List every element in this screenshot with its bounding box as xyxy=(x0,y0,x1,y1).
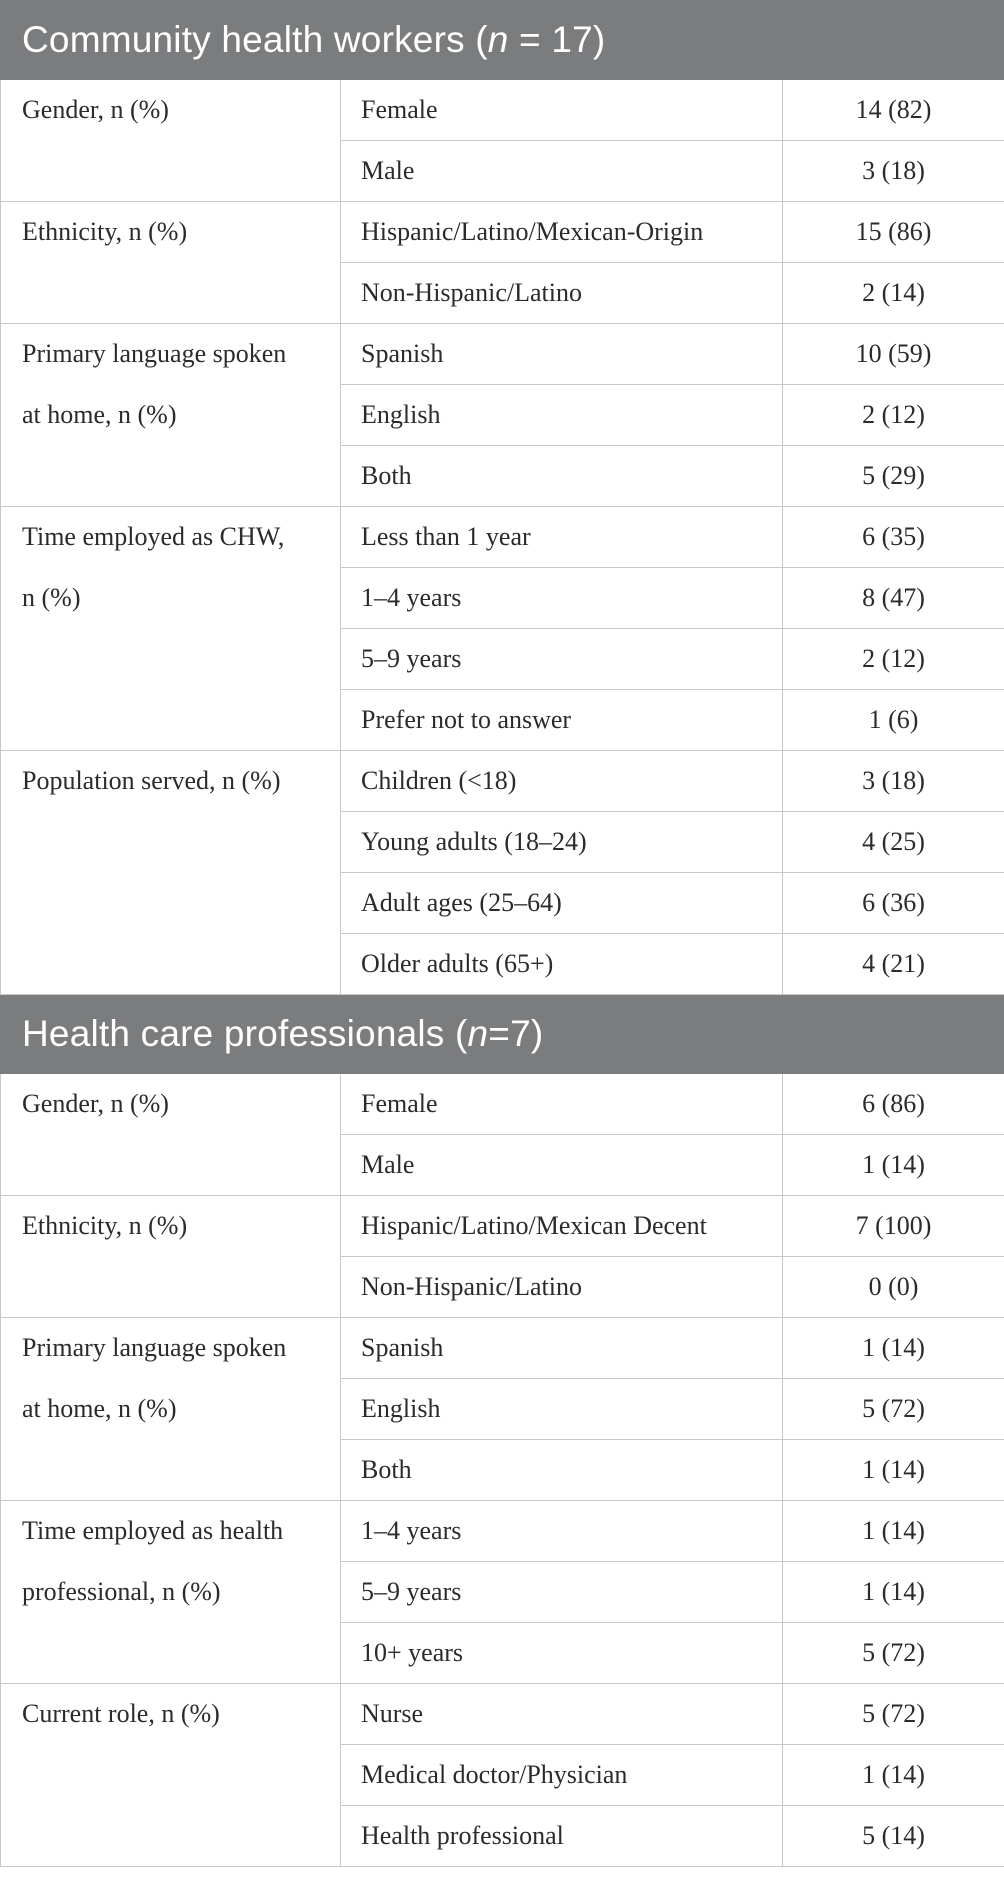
category-cell: 5–9 years xyxy=(341,1562,783,1623)
category-cell: Hispanic/Latino/Mexican-Origin xyxy=(341,202,783,263)
section-title-prefix: Community health workers ( xyxy=(22,19,488,60)
value-cell: 3 (18) xyxy=(783,751,1004,812)
value-cell: 10 (59) xyxy=(783,324,1004,385)
value-cell: 5 (72) xyxy=(783,1623,1004,1684)
value-cell: 4 (25) xyxy=(783,812,1004,873)
characteristic-cell xyxy=(1,1257,341,1318)
table-row xyxy=(1,1440,1004,1501)
category-cell: Male xyxy=(341,1135,783,1196)
table-row xyxy=(1,507,1004,568)
characteristic-cell xyxy=(1,1196,341,1257)
section-title xyxy=(1,995,1004,1074)
characteristic-label: Primary language spoken xyxy=(22,1333,287,1362)
value-cell: 2 (12) xyxy=(783,385,1004,446)
characteristic-cell xyxy=(1,263,341,324)
category-cell: Adult ages (25–64) xyxy=(341,873,783,934)
value-cell: 0 (0) xyxy=(783,1257,1004,1318)
table-row xyxy=(1,1379,1004,1440)
characteristic-cell xyxy=(1,629,341,690)
table-row xyxy=(1,568,1004,629)
characteristic-cell xyxy=(1,507,341,568)
table-row xyxy=(1,202,1004,263)
characteristic-label: Population served, n (%) xyxy=(22,766,281,795)
characteristic-cell xyxy=(1,80,341,141)
value-cell: 1 (14) xyxy=(783,1562,1004,1623)
value-cell: 6 (35) xyxy=(783,507,1004,568)
characteristic-label: n (%) xyxy=(22,582,81,612)
table-row xyxy=(1,1745,1004,1806)
category-cell: Non-Hispanic/Latino xyxy=(341,1257,783,1318)
category-cell: English xyxy=(341,385,783,446)
value-cell: 1 (14) xyxy=(783,1440,1004,1501)
value-cell: 4 (21) xyxy=(783,934,1004,995)
category-cell: Spanish xyxy=(341,1318,783,1379)
category-cell: English xyxy=(341,1379,783,1440)
table-row xyxy=(1,385,1004,446)
characteristic-cell xyxy=(1,1806,341,1867)
category-cell: Young adults (18–24) xyxy=(341,812,783,873)
category-cell: Male xyxy=(341,141,783,202)
characteristic-cell xyxy=(1,141,341,202)
category-cell: 1–4 years xyxy=(341,568,783,629)
characteristic-cell xyxy=(1,751,341,812)
value-cell: 5 (29) xyxy=(783,446,1004,507)
table-row xyxy=(1,1806,1004,1867)
value-cell: 1 (14) xyxy=(783,1745,1004,1806)
characteristic-cell xyxy=(1,324,341,385)
table-row xyxy=(1,1318,1004,1379)
characteristic-cell xyxy=(1,1318,341,1379)
value-cell: 15 (86) xyxy=(783,202,1004,263)
category-cell: 10+ years xyxy=(341,1623,783,1684)
characteristic-label: Gender, n (%) xyxy=(22,1089,169,1118)
characteristic-cell xyxy=(1,1623,341,1684)
table-row xyxy=(1,934,1004,995)
characteristic-label: Ethnicity, n (%) xyxy=(22,217,188,246)
value-cell: 1 (14) xyxy=(783,1318,1004,1379)
section-title-suffix: =7) xyxy=(488,1013,544,1054)
characteristic-label: at home, n (%) xyxy=(22,399,177,429)
value-cell: 1 (6) xyxy=(783,690,1004,751)
table-row xyxy=(1,1257,1004,1318)
table-row xyxy=(1,1135,1004,1196)
characteristic-cell xyxy=(1,385,341,446)
section-title xyxy=(1,1,1004,80)
section-title-n: n xyxy=(487,19,509,60)
characteristic-cell xyxy=(1,934,341,995)
category-cell: Non-Hispanic/Latino xyxy=(341,263,783,324)
category-cell: Spanish xyxy=(341,324,783,385)
category-cell: Nurse xyxy=(341,1684,783,1745)
characteristic-cell xyxy=(1,812,341,873)
category-cell: Health professional xyxy=(341,1806,783,1867)
category-cell: Hispanic/Latino/Mexican Decent xyxy=(341,1196,783,1257)
value-cell: 6 (36) xyxy=(783,873,1004,934)
table-body xyxy=(1,1,1004,1867)
table-row xyxy=(1,80,1004,141)
value-cell: 2 (12) xyxy=(783,629,1004,690)
table-row xyxy=(1,446,1004,507)
value-cell: 7 (100) xyxy=(783,1196,1004,1257)
category-cell: Female xyxy=(341,80,783,141)
characteristic-cell xyxy=(1,690,341,751)
category-cell: 5–9 years xyxy=(341,629,783,690)
category-cell: Both xyxy=(341,1440,783,1501)
characteristic-cell xyxy=(1,568,341,629)
category-cell: Less than 1 year xyxy=(341,507,783,568)
section-title-suffix: = 17) xyxy=(508,19,606,60)
category-cell: Medical doctor/Physician xyxy=(341,1745,783,1806)
characteristic-label: Time employed as health xyxy=(22,1516,284,1545)
section-header-row xyxy=(1,1,1004,80)
characteristic-cell xyxy=(1,1501,341,1562)
section-title-prefix: Health care professionals ( xyxy=(22,1013,468,1054)
value-cell: 5 (14) xyxy=(783,1806,1004,1867)
table-row xyxy=(1,324,1004,385)
table-row xyxy=(1,1074,1004,1135)
characteristic-label: professional, n (%) xyxy=(22,1576,221,1606)
table-row xyxy=(1,873,1004,934)
table-row xyxy=(1,263,1004,324)
table-row xyxy=(1,1623,1004,1684)
table-row xyxy=(1,690,1004,751)
value-cell: 2 (14) xyxy=(783,263,1004,324)
category-cell: Children (<18) xyxy=(341,751,783,812)
table-row xyxy=(1,1501,1004,1562)
value-cell: 8 (47) xyxy=(783,568,1004,629)
characteristic-cell xyxy=(1,873,341,934)
table-row xyxy=(1,751,1004,812)
value-cell: 1 (14) xyxy=(783,1135,1004,1196)
category-cell: 1–4 years xyxy=(341,1501,783,1562)
characteristic-label: Time employed as CHW, xyxy=(22,522,285,551)
value-cell: 1 (14) xyxy=(783,1501,1004,1562)
characteristic-cell xyxy=(1,1379,341,1440)
table-row xyxy=(1,629,1004,690)
value-cell: 3 (18) xyxy=(783,141,1004,202)
value-cell: 5 (72) xyxy=(783,1379,1004,1440)
value-cell: 6 (86) xyxy=(783,1074,1004,1135)
category-cell: Both xyxy=(341,446,783,507)
characteristic-cell xyxy=(1,1440,341,1501)
characteristic-cell xyxy=(1,1684,341,1745)
category-cell: Female xyxy=(341,1074,783,1135)
characteristic-cell xyxy=(1,202,341,263)
table-row xyxy=(1,812,1004,873)
table-row xyxy=(1,141,1004,202)
characteristic-label: Primary language spoken xyxy=(22,339,287,368)
characteristic-cell xyxy=(1,446,341,507)
value-cell: 14 (82) xyxy=(783,80,1004,141)
table-row xyxy=(1,1562,1004,1623)
section-header-row xyxy=(1,995,1004,1074)
characteristic-label: Ethnicity, n (%) xyxy=(22,1211,188,1240)
characteristic-label: Gender, n (%) xyxy=(22,95,169,124)
characteristic-cell xyxy=(1,1074,341,1135)
category-cell: Prefer not to answer xyxy=(341,690,783,751)
characteristic-cell xyxy=(1,1745,341,1806)
characteristic-label: at home, n (%) xyxy=(22,1393,177,1423)
section-title-n: n xyxy=(467,1013,489,1054)
characteristic-cell xyxy=(1,1135,341,1196)
category-cell: Older adults (65+) xyxy=(341,934,783,995)
characteristic-label: Current role, n (%) xyxy=(22,1699,220,1728)
value-cell: 5 (72) xyxy=(783,1684,1004,1745)
table-row xyxy=(1,1196,1004,1257)
characteristic-cell xyxy=(1,1562,341,1623)
table-row xyxy=(1,1684,1004,1745)
